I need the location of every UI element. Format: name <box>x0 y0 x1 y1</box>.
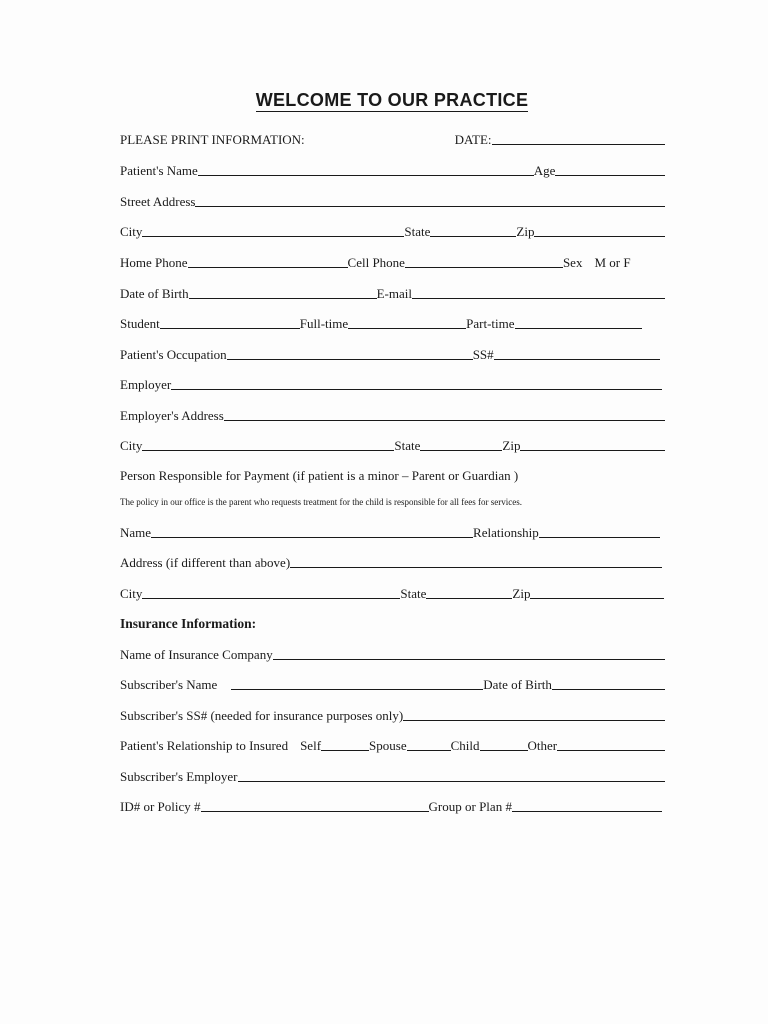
row-employer-address <box>120 404 665 424</box>
zip-label: Zip <box>516 224 535 239</box>
street-address-field[interactable] <box>195 206 665 207</box>
responsible-state-label: State <box>400 586 427 601</box>
row-phones <box>120 251 665 271</box>
row-employer <box>120 373 662 393</box>
row-dob-email <box>120 282 665 302</box>
policy-note: The policy in our office is the parent who requests treatment for the child is responsible for all fees for services. <box>120 497 522 507</box>
subscriber-dob-field[interactable] <box>552 689 665 690</box>
email-field[interactable] <box>412 298 665 299</box>
part-time-label: Part-time <box>466 316 515 331</box>
row-student <box>120 312 642 332</box>
state-field[interactable] <box>430 236 516 237</box>
row-patient-name <box>120 159 665 179</box>
row-subscriber-name <box>120 673 665 693</box>
row-employer-city-state-zip <box>120 434 665 454</box>
patient-name-field[interactable] <box>198 175 534 176</box>
date-field[interactable] <box>492 144 665 145</box>
responsible-city-label: City <box>120 586 143 601</box>
print-info-label: PLEASE PRINT INFORMATION: <box>120 132 305 147</box>
patient-name-label: Patient's Name <box>120 163 198 178</box>
email-label: E-mail <box>376 286 412 301</box>
responsible-zip-label: Zip <box>512 586 531 601</box>
responsible-name-field[interactable] <box>151 537 473 538</box>
employer-city-field[interactable] <box>142 450 394 451</box>
date-of-birth-label: Date of Birth <box>120 286 189 301</box>
city-label: City <box>120 224 143 239</box>
spouse-label: Spouse <box>369 738 407 753</box>
street-address-label: Street Address <box>120 194 196 209</box>
row-relationship-to-insured <box>120 734 665 754</box>
group-plan-label: Group or Plan # <box>428 799 512 814</box>
row-id-policy <box>120 795 662 815</box>
ss-field[interactable] <box>494 359 660 360</box>
student-field[interactable] <box>160 328 300 329</box>
employer-label: Employer <box>120 377 172 392</box>
age-label: Age <box>533 163 556 178</box>
employer-address-field[interactable] <box>224 420 665 421</box>
row-responsible-name <box>120 521 660 541</box>
row-street-address <box>120 190 665 210</box>
part-time-field[interactable] <box>515 328 642 329</box>
sex-options[interactable]: M or F <box>594 255 631 270</box>
employer-zip-field[interactable] <box>520 450 665 451</box>
full-time-label: Full-time <box>299 316 349 331</box>
state-label: State <box>404 224 431 239</box>
occupation-field[interactable] <box>227 359 473 360</box>
other-label: Other <box>527 738 558 753</box>
child-label: Child <box>450 738 480 753</box>
zip-field[interactable] <box>534 236 665 237</box>
insurance-company-field[interactable] <box>273 659 665 660</box>
row-person-responsible <box>120 464 665 484</box>
row-responsible-city-state-zip <box>120 582 664 602</box>
self-label: Self <box>300 738 322 753</box>
relationship-field[interactable] <box>539 537 660 538</box>
date-of-birth-field[interactable] <box>189 298 377 299</box>
subscriber-ss-label: Subscriber's SS# (needed for insurance purposes only) <box>120 708 404 723</box>
group-plan-field[interactable] <box>512 811 662 812</box>
row-subscriber-employer <box>120 765 665 785</box>
employer-field[interactable] <box>171 389 662 390</box>
student-label: Student <box>120 316 160 331</box>
row-address-different <box>120 551 662 571</box>
row-insurance-company <box>120 643 665 663</box>
subscriber-employer-label: Subscriber's Employer <box>120 769 238 784</box>
subscriber-employer-field[interactable] <box>238 781 665 782</box>
home-phone-label: Home Phone <box>120 255 188 270</box>
row-city-state-zip <box>120 220 665 240</box>
form-title-text: WELCOME TO OUR PRACTICE <box>255 90 529 110</box>
responsible-state-field[interactable] <box>426 598 512 599</box>
sex-label: Sex <box>562 255 583 270</box>
id-policy-label: ID# or Policy # <box>120 799 201 814</box>
relationship-label: Relationship <box>473 525 539 540</box>
full-time-field[interactable] <box>348 328 466 329</box>
responsible-name-label: Name <box>120 525 152 540</box>
address-different-label: Address (if different than above) <box>120 555 291 570</box>
subscriber-name-field[interactable] <box>231 689 483 690</box>
row-policy-note <box>120 492 665 508</box>
self-field[interactable] <box>321 750 369 751</box>
subscriber-ss-field[interactable] <box>403 720 665 721</box>
form-title <box>0 90 768 111</box>
responsible-city-field[interactable] <box>142 598 400 599</box>
row-occupation <box>120 343 660 363</box>
date-label: DATE: <box>454 132 492 147</box>
employer-state-field[interactable] <box>420 450 502 451</box>
row-subscriber-ss <box>120 704 665 724</box>
child-field[interactable] <box>480 750 528 751</box>
id-policy-field[interactable] <box>201 811 429 812</box>
insurance-company-label: Name of Insurance Company <box>120 647 273 662</box>
employer-city-label: City <box>120 438 143 453</box>
employer-address-label: Employer's Address <box>120 408 224 423</box>
home-phone-field[interactable] <box>188 267 348 268</box>
address-different-field[interactable] <box>290 567 662 568</box>
city-field[interactable] <box>142 236 404 237</box>
relationship-to-insured-label: Patient's Relationship to Insured <box>120 738 289 753</box>
insurance-information-heading: Insurance Information: <box>120 616 257 631</box>
cell-phone-field[interactable] <box>405 267 563 268</box>
employer-zip-label: Zip <box>502 438 521 453</box>
row-insurance-heading <box>120 612 665 632</box>
ss-label: SS# <box>472 347 494 362</box>
spouse-field[interactable] <box>407 750 451 751</box>
subscriber-dob-label: Date of Birth <box>483 677 552 692</box>
age-field[interactable] <box>555 175 665 176</box>
subscriber-name-label: Subscriber's Name <box>120 677 218 692</box>
occupation-label: Patient's Occupation <box>120 347 227 362</box>
employer-state-label: State <box>394 438 421 453</box>
cell-phone-label: Cell Phone <box>347 255 405 270</box>
row-print-info <box>120 128 665 148</box>
person-responsible-label: Person Responsible for Payment (if patient is a minor – Parent or Guardian ) <box>120 468 519 483</box>
responsible-zip-field[interactable] <box>530 598 664 599</box>
other-field[interactable] <box>557 750 665 751</box>
